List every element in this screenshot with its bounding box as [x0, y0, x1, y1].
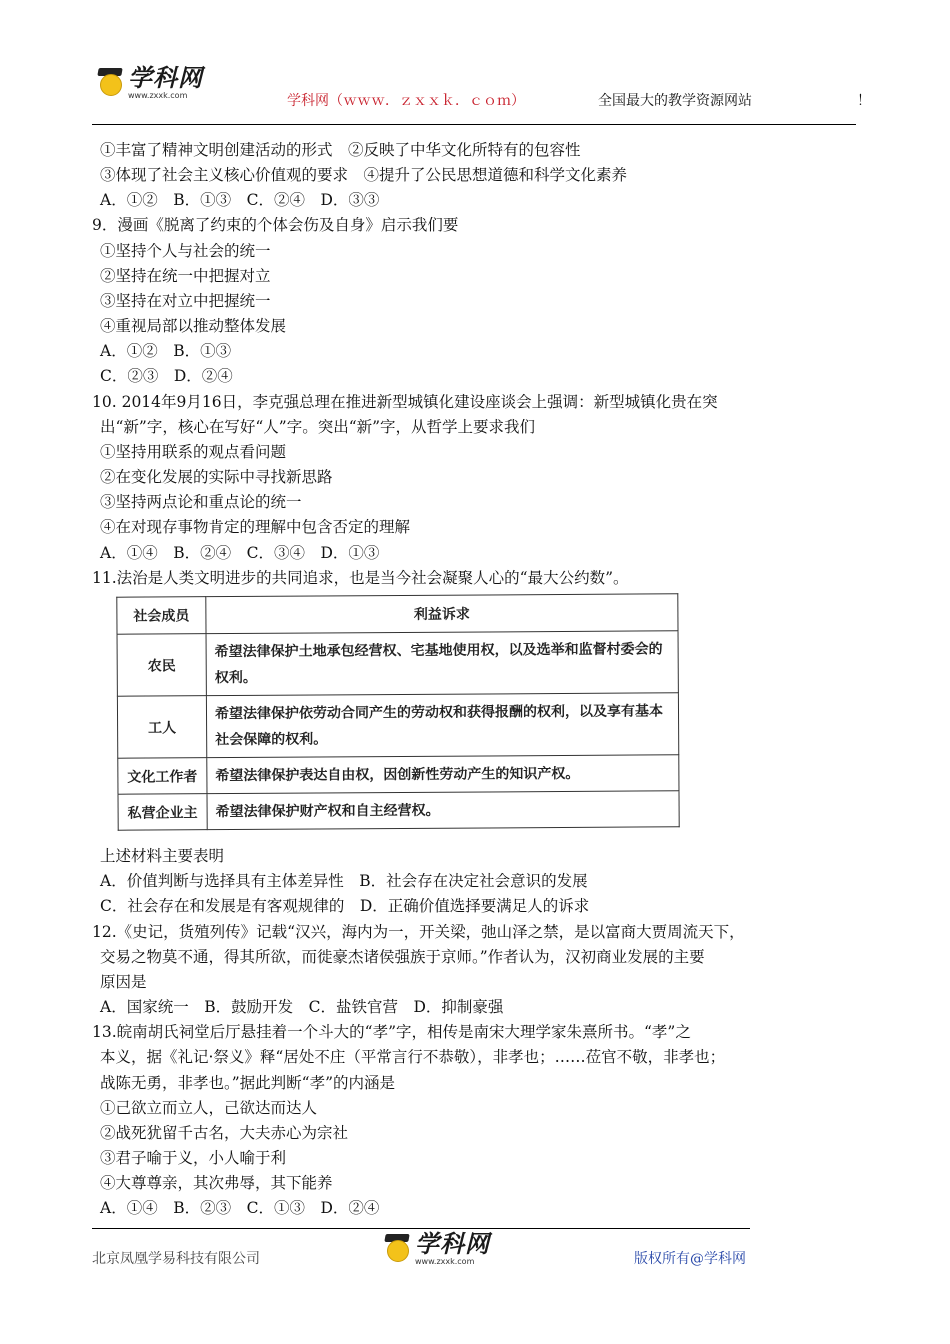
table-header-demand: 利益诉求 [206, 594, 678, 634]
question-12-cont: 原因是 [100, 973, 147, 991]
question-9: 9．漫画《脱离了约束的个体会伤及自身》启示我们要 [92, 216, 459, 234]
option-line: ①丰富了精神文明创建活动的形式 ②反映了中华文化所特有的包容性 [100, 141, 581, 159]
table-row [118, 755, 679, 794]
option-line: ①坚持个人与社会的统一 [100, 242, 271, 260]
answer-line: C．社会存在和发展是有客观规律的 D．正确价值选择要满足人的诉求 [100, 897, 590, 915]
answer-line: C．②③ D．②④ [100, 367, 233, 385]
option-line: ③君子喻于义，小人喻于利 [100, 1149, 287, 1167]
header-exclaim: ！ [857, 93, 871, 109]
table-cell-demand: 希望法律保护土地承包经营权、宅基地使用权，以及选举和监督村委会的权利。 [206, 631, 678, 696]
logo-bulb-icon [98, 68, 124, 98]
table-row [117, 631, 678, 696]
table-cell-demand: 希望法律保护依劳动合同产生的劳动权和获得报酬的权利，以及享有基本社会保障的权利。 [206, 693, 678, 758]
option-line: ②坚持在统一中把握对立 [100, 267, 271, 285]
question-13-cont: 本义，据《礼记·祭义》释“居处不庄（平常言行不恭敬），非孝也；……莅官不敬，非孝也； [100, 1048, 726, 1066]
answer-line: A．①② B．①③ [100, 342, 232, 360]
answer-line: A．①④ B．②③ C．①③ D．②④ [100, 1199, 380, 1217]
footer-company: 北京凤凰学易科技有限公司 [92, 1251, 260, 1267]
option-line: ④重视局部以推动整体发展 [100, 317, 287, 335]
answer-line: A．①② B．①③ C．②④ D．③③ [100, 191, 380, 209]
interest-table [116, 593, 679, 830]
table-cell-member: 私营企业主 [118, 794, 207, 831]
answer-line: A．价值判断与选择具有主体差异性 B．社会存在决定社会意识的发展 [100, 872, 588, 890]
option-line: ①己欲立而立人，己欲达而达人 [100, 1099, 318, 1117]
option-line: ④大尊尊亲，其次弗辱，其下能养 [100, 1174, 333, 1192]
table-cell-member: 工人 [117, 696, 206, 759]
footer-logo [385, 1232, 490, 1266]
table-cell-member: 文化工作者 [118, 758, 207, 795]
table-header-row [117, 594, 678, 634]
logo-subtext: www.zxxk.com [415, 1257, 475, 1266]
footer-divider [92, 1228, 750, 1229]
answer-line: A．国家统一 B．鼓励开发 C．盐铁官营 D．抑制豪强 [100, 998, 504, 1016]
answer-line: A．①④ B．②④ C．③④ D．①③ [100, 544, 380, 562]
question-11: 11.法治是人类文明进步的共同追求，也是当今社会凝聚人心的“最大公约数”。 [92, 569, 629, 587]
table-cell-demand: 希望法律保护表达自由权，因创新性劳动产生的知识产权。 [207, 755, 679, 794]
question-10-cont: 出“新”字，核心在写好“人”字。突出“新”字，从哲学上要求我们 [100, 418, 536, 436]
logo-bulb-icon [385, 1234, 411, 1264]
option-line: ①坚持用联系的观点看问题 [100, 443, 287, 461]
table-row [118, 791, 679, 830]
slogan: 全国最大的教学资源网站 [598, 93, 752, 109]
header-logo [98, 66, 203, 100]
option-line: ③坚持在对立中把握统一 [100, 292, 271, 310]
table-cell-demand: 希望法律保护财产权和自主经营权。 [207, 791, 679, 830]
footer-copyright[interactable]: 版权所有@学科网 [634, 1251, 746, 1267]
logo-subtext: www.zxxk.com [128, 91, 188, 100]
question-13: 13.皖南胡氏祠堂后厅悬挂着一个斗大的“孝”字，相传是南宋大理学家朱熹所书。“孝”之 [92, 1023, 691, 1041]
site-label[interactable]: 学科网（ｗｗｗ．ｚｘｘｋ．ｃｏｍ） [287, 93, 525, 109]
table-cell-member: 农民 [117, 634, 206, 697]
logo-text: 学科网 [128, 64, 203, 92]
question-13-cont: 战陈无勇，非孝也。”据此判断“孝”的内涵是 [100, 1074, 396, 1092]
table-header-member: 社会成员 [117, 597, 206, 635]
table-row [117, 693, 678, 758]
option-line: ④在对现存事物肯定的理解中包含否定的理解 [100, 518, 411, 536]
option-line: ②在变化发展的实际中寻找新思路 [100, 468, 333, 486]
question-11-stem: 上述材料主要表明 [100, 847, 225, 865]
logo-text: 学科网 [415, 1230, 490, 1258]
option-line: ②战死犹留千古名，大夫赤心为宗社 [100, 1124, 349, 1142]
question-10: 10. 2014年9月16日，李克强总理在推进新型城镇化建设座谈会上强调：新型城镇化贵在突 [92, 393, 718, 411]
header-divider [92, 124, 856, 125]
question-12: 12.《史记，货殖列传》记载“汉兴，海内为一，开关梁，弛山泽之禁，是以富商大贾周流天下， [92, 923, 745, 941]
option-line: ③体现了社会主义核心价值观的要求 ④提升了公民思想道德和科学文化素养 [100, 166, 628, 184]
question-12-cont: 交易之物莫不通，得其所欲，而徙豪杰诸侯强族于京师。”作者认为，汉初商业发展的主要 [100, 948, 705, 966]
option-line: ③坚持两点论和重点论的统一 [100, 493, 302, 511]
